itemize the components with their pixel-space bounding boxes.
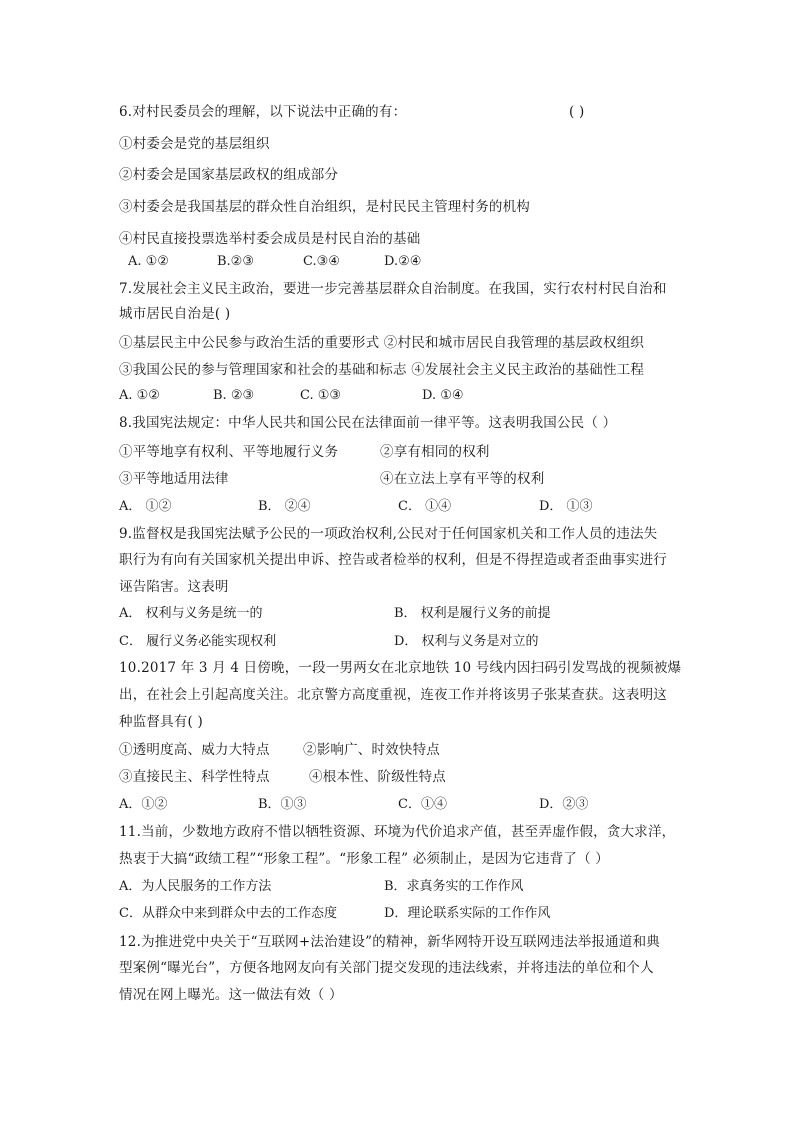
q7-option-b: B. ②③ <box>213 388 255 403</box>
q10-option-b: B．①③ <box>258 797 307 812</box>
q12-stem-line-3: 情况在网上曝光。这一做法有效（ ） <box>119 987 343 1003</box>
q11-option-a: A．为人民服务的工作方法 <box>119 879 272 894</box>
q7-items-line-2: ③我国公民的参与管理国家和社会的基础和标志 ④发展社会主义民主政治的基础性工程 <box>119 362 645 378</box>
q8-option-a: A． ①② <box>119 499 172 514</box>
q10-stem-line-3: 种监督具有( ) <box>119 714 203 730</box>
q7-option-d: D. ①④ <box>422 388 464 403</box>
q8-stem: 8.我国宪法规定：中华人民共和国公民在法律面前一律平等。这表明我国公民（ ） <box>119 415 617 431</box>
q6-item-2: ②村委会是国家基层政权的组成部分 <box>119 167 339 183</box>
q10-item-4: ④根本性、阶级性特点 <box>309 769 446 785</box>
q6-option-b: B.②③ <box>217 254 254 269</box>
q10-option-c: C．①④ <box>398 797 447 812</box>
q9-option-b: B． 权利是履行义务的前提 <box>394 606 551 621</box>
q11-option-d: D．理论联系实际的工作作风 <box>384 906 551 921</box>
q6-item-1: ①村委会是党的基层组织 <box>119 136 270 152</box>
q7-stem-line-2: 城市居民自治是( ) <box>119 306 231 322</box>
q9-option-a: A． 权利与义务是统一的 <box>119 606 263 621</box>
q10-option-d: D．②③ <box>539 797 589 812</box>
q8-item-3: ③平等地适用法律 <box>119 471 229 487</box>
q9-stem-line-2: 职行为有向有关国家机关提出申诉、控告或者检举的权利，但是不得捏造或者歪曲事实进行 <box>119 552 667 568</box>
q8-option-b: B． ②④ <box>258 499 311 514</box>
q9-stem-line-3: 诬告陷害。这表明 <box>119 579 229 595</box>
q6-item-3: ③村委会是我国基层的群众性自治组织，是村民民主管理村务的机构 <box>119 199 530 215</box>
q8-item-4: ④在立法上享有平等的权利 <box>380 471 545 487</box>
q8-item-2: ②享有相同的权利 <box>380 444 490 460</box>
q7-stem-line-1: 7.发展社会主义民主政治，要进一步完善基层群众自治制度。在我国，实行农村村民自治和 <box>119 281 667 297</box>
q9-option-c: C． 履行义务必能实现权利 <box>119 634 277 649</box>
q12-stem-line-2: 型案例“曝光台”，方便各地网友向有关部门提交发现的违法线索，并将违法的单位和个人 <box>119 960 654 976</box>
q8-option-c: C． ①④ <box>398 499 452 514</box>
q10-stem-line-1: 10.2017 年 3 月 4 日傍晚，一段一男两女在北京地铁 10 号线内因扫码引发骂战的视频被爆 <box>119 660 682 676</box>
q7-option-c: C. ①③ <box>300 388 342 403</box>
q10-item-3: ③直接民主、科学性特点 <box>119 769 270 785</box>
q8-option-d: D． ①③ <box>539 499 593 514</box>
q11-stem-line-2: 热衷于大搞“政绩工程”“形象工程”。“形象工程” 必须制止，是因为它违背了（ ） <box>119 851 609 867</box>
q10-stem-line-2: 出，在社会上引起高度关注。北京警方高度重视，连夜工作并将该男子张某查获。这表明这 <box>119 687 667 703</box>
q9-option-d: D． 权利与义务是对立的 <box>394 634 539 649</box>
q6-answer-paren: ( ) <box>569 104 585 120</box>
q10-item-1: ①透明度高、威力大特点 <box>119 742 270 758</box>
q6-stem: 6.对村民委员会的理解，以下说法中正确的有： <box>119 104 407 120</box>
q9-stem-line-1: 9.监督权是我国宪法赋予公民的一项政治权利,公民对于任何国家机关和工作人员的违法失 <box>119 526 658 542</box>
q7-items-line-1: ①基层民主中公民参与政治生活的重要形式 ②村民和城市居民自我管理的基层政权组织 <box>119 335 645 351</box>
q10-option-a: A．①② <box>119 797 168 812</box>
q6-item-4: ④村民直接投票选举村委会成员是村民自治的基础 <box>119 231 421 247</box>
q7-option-a: A. ①② <box>119 388 160 403</box>
q8-item-1: ①平等地享有权利、平等地履行义务 <box>119 444 339 460</box>
q12-stem-line-1: 12.为推进党中央关于“互联网+法治建设”的精神，新华网特开设互联网违法举报通道和典 <box>119 934 660 950</box>
q11-option-c: C．从群众中来到群众中去的工作态度 <box>119 906 337 921</box>
q10-item-2: ②影响广、时效快特点 <box>303 742 440 758</box>
q6-option-a: A. ①② <box>128 254 169 269</box>
q6-option-c: C.③④ <box>303 254 340 269</box>
q11-stem-line-1: 11.当前，少数地方政府不惜以牺牲资源、环境为代价追求产值，甚至弄虚作假，贪大求洋， <box>119 824 676 840</box>
q6-option-d: D.②④ <box>384 254 422 269</box>
q11-option-b: B．求真务实的工作作风 <box>384 879 524 894</box>
